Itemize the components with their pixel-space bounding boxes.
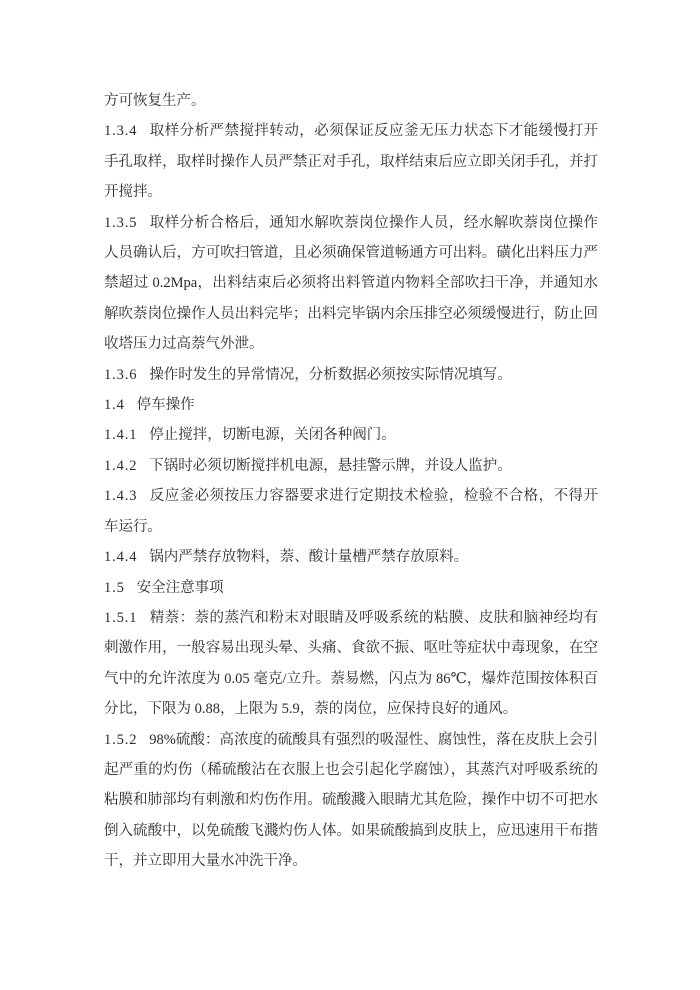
paragraph-text: 停止搅拌，切断电源，关闭各种阀门。 [149,427,396,444]
paragraph-1-4-3 [104,481,598,542]
section-number: 1.5.2 [104,731,138,748]
paragraph-text: 取样分析严禁搅拌转动，必须保证反应釜无压力状态下才能缓慢打开手孔取样，取样时操作人员严禁正对手孔，取样结束后应立即关闭手孔，并打开搅拌。 [104,123,598,201]
paragraph-text: 98%硫酸：高浓度的硫酸具有强烈的吸湿性、腐蚀性，落在皮肤上会引起严重的灼伤（稀硫酸沾在衣服上也会引起化学腐蚀），其蒸汽对呼吸系统的粘膜和肺部均有刺激和灼伤作用。硫酸濺入眼睛尤其危险，操作中切不可把水倒入硫酸中，以免硫酸飞濺灼伤人体。如果硫酸搞到皮肤上，应迅速用干布揩干，并立即用大量水冲洗干净。 [104,731,598,870]
heading-text: 安全注意事项 [136,579,224,596]
section-number: 1.4.2 [104,457,138,474]
paragraph-1-5-1 [104,603,598,725]
paragraph-1-5-2 [104,725,598,877]
paragraph-text: 下锅时必须切断搅拌机电源，悬挂警示牌，并设人监护。 [149,457,512,474]
section-number: 1.3.5 [104,214,138,231]
section-number: 1.3.4 [104,123,138,140]
paragraph-1-3-6 [104,360,598,390]
paragraph-1-3-5 [104,208,598,360]
paragraph-1-4-4 [104,542,598,572]
paragraph-1-4-2 [104,451,598,481]
paragraph-text: 精萘：萘的蒸汽和粉末对眼睛及呼吸系统的粘膜、皮肤和脑神经均有刺激作用，一般容易出现头晕、头痛、食欲不振、呕吐等症状中毒现象，在空气中的允许浓度为 0.05 毫克/立升。萘易燃，闪点为 86℃，爆炸范围按体积百分比，下限为 0.88，上限为 5.9，萘的岗位，应保持良好的通风。 [104,609,598,718]
paragraph-continuation [104,86,598,116]
paragraph-text: 方可恢复生产。 [104,93,206,109]
paragraph-text: 锅内严禁存放物料，萘、酸计量槽严禁存放原料。 [149,549,469,566]
paragraph-1-4-1 [104,420,598,450]
paragraph-text: 操作时发生的异常情况，分析数据必须按实际情况填写。 [149,366,512,383]
heading-1-5 [104,573,598,603]
heading-1-4 [104,390,598,420]
paragraph-text: 反应釜必须按压力容器要求进行定期技术检验，检验不合格，不得开车运行。 [104,488,598,535]
section-number: 1.4 [104,397,125,414]
document-body [104,86,598,877]
paragraph-text: 取样分析合格后，通知水解吹萘岗位操作人员，经水解吹萘岗位操作人员确认后，方可吹扫管道，且必须确保管道畅通方可出料。磺化出料压力严禁超过 0.2Mpa，出料结束后必须将出料管道内物料全部吹扫干净，并通知水解吹萘岗位操作人员出料完毕；出料完毕锅内余压排空必须缓慢进行，防止回收塔压力过高萘气外泄。 [104,214,598,353]
section-number: 1.4.4 [104,549,138,566]
section-number: 1.3.6 [104,366,138,383]
section-number: 1.4.3 [104,488,138,505]
section-number: 1.4.1 [104,427,138,444]
paragraph-1-3-4 [104,116,598,207]
heading-text: 停车操作 [136,397,195,414]
section-number: 1.5 [104,579,125,596]
section-number: 1.5.1 [104,609,138,626]
